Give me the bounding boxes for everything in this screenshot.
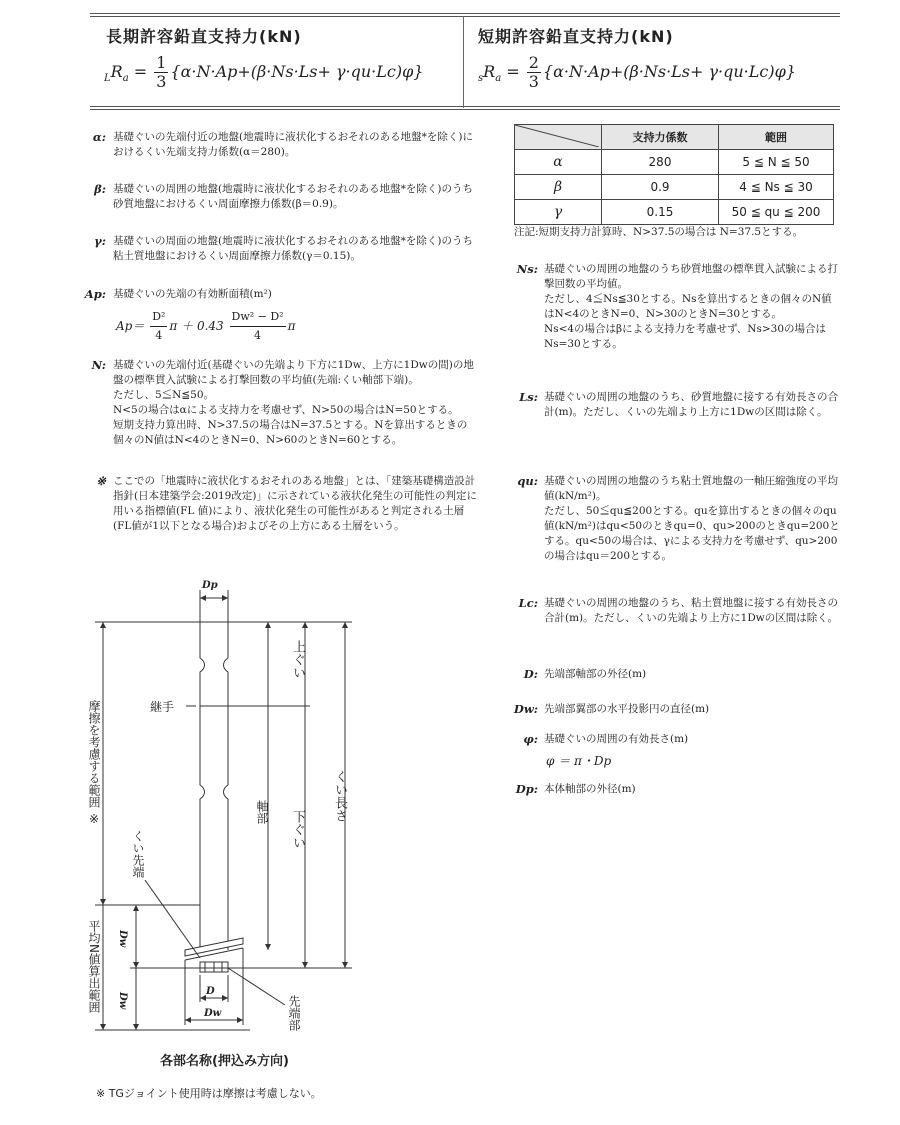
qu-symbol: qu: <box>517 474 538 488</box>
table-cell-range: 4 ≦ Ns ≦ 30 <box>719 175 834 200</box>
ap-frac1-num: D² <box>150 308 167 327</box>
ls-symbol: Ls: <box>519 390 538 404</box>
ap-frac2-den: 4 <box>254 329 262 342</box>
beta-symbol: β: <box>94 182 106 196</box>
ap-frac2 <box>230 308 286 345</box>
frac-num: 1 <box>156 53 167 72</box>
ap-frac1 <box>150 308 167 345</box>
diagram-dw-label-bottom: Dw <box>204 1008 222 1019</box>
table-header-row <box>515 125 834 150</box>
diagram-avg-n-range-label: 平均N値算出範囲 <box>87 920 101 1013</box>
table-cell-symbol: β <box>515 175 602 200</box>
ap-definition: 基礎ぐいの先端の有効断面積(m²) <box>113 288 272 300</box>
qu-text-1: 基礎ぐいの周囲の地盤のうち粘土質地盤の一軸圧縮強度の平均値(kN/m²)。 <box>544 475 838 502</box>
table-cell-range: 5 ≦ N ≦ 50 <box>719 150 834 175</box>
formula-body: {α·N·Ap+(β·Ns·Ls+ γ·qu·Lc)φ} <box>170 62 424 81</box>
gamma-definition: 基礎ぐいの周面の地盤(地震時に液状化するおそれのある地盤*を除く)のうち粘土質地盤におけるくい周面摩擦力係数(γ＝0.15)。 <box>113 235 473 262</box>
table-header-range: 範囲 <box>719 125 834 150</box>
diagram-footnote: ※ TGジョイント使用時は摩擦は考慮しない。 <box>96 1087 322 1100</box>
header-top-rule-2 <box>90 16 840 17</box>
corner-diagonal <box>515 125 599 147</box>
header-bottom-rule <box>90 106 840 107</box>
d-definition: 先端部軸部の外径(m) <box>544 668 647 680</box>
qu-text-2: ただし、50≦qu≦200とする。quを算出するときの個々のqu値(kN/m²)はqu<50のときqu=0、qu>200のときqu=200とする。qu<50の場合は、γによる支持力を考慮せず、qu>200の場合はqu＝200とする。 <box>544 505 840 562</box>
n-definition <box>113 358 481 448</box>
ns-definition <box>544 262 840 352</box>
frac-den: 3 <box>528 72 539 91</box>
formula-fraction <box>154 54 168 91</box>
beta-definition: 基礎ぐいの周囲の地盤(地震時に液状化するおそれのある地盤*を除く)のうち砂質地盤におけるくい周面摩擦力係数(β＝0.9)。 <box>113 183 473 210</box>
liquefaction-note: ここでの「地震時に液状化するおそれのある地盤」とは、「建築基礎構造設計指針(日本建築学会:2019改定)」に示されている液状化発生の可能性の判定に用いる指標値(FL 値)により、液状化発生の可能性があると判定される土層(FL値が1以下となる場合)およびその上方にある土層をいう。 <box>113 475 477 532</box>
table-row <box>515 175 834 200</box>
diagram-d-label: D <box>206 986 215 997</box>
header-divider <box>463 16 464 108</box>
ls-definition: 基礎ぐいの周囲の地盤のうち、砂質地盤に接する有効長さの合計(m)。ただし、くいの先端より上方に1Dwの区間は除く。 <box>544 391 838 418</box>
formula-lhs-sub: a <box>122 73 129 84</box>
ap-formula <box>116 308 295 345</box>
dw-definition: 先端部翼部の水平投影円の直径(m) <box>544 703 710 715</box>
formula-lhs: R <box>110 62 123 81</box>
diagram-upper-pile-label: 上ぐい <box>290 640 305 679</box>
frac-num: 2 <box>528 53 539 72</box>
formula-lhs: R <box>483 62 496 81</box>
gamma-symbol: γ: <box>94 234 106 248</box>
short-term-formula: $_sR_a$ = $\frac{2}{3}$ {α·N·Ap+(β·Ns·Ls+ γ·qu·Lc)φ} <box>478 53 796 91</box>
alpha-symbol: α: <box>92 130 106 144</box>
n-text-3: N<5の場合はαによる支持力を考慮せず、N>50の場合はN=50とする。 <box>113 404 459 416</box>
diagram-caption: 各部名称(押込み方向) <box>160 1054 289 1069</box>
n-text-1: 基礎ぐいの先端付近(基礎ぐいの先端より下方に1Dw、上方に1Dwの間)の地盤の標準貫入試験による打撃回数の平均値(先端:くい軸部下端)。 <box>113 359 474 386</box>
coefficient-table <box>514 124 834 225</box>
ns-text-2: ただし、4≦Ns≦30とする。Nsを算出するときの個々のN値はN<4のときN=0、N>30のときN=30とする。 <box>544 293 832 320</box>
diagram-joint-label: 継手 <box>150 700 175 714</box>
phi-symbol: φ: <box>523 732 538 746</box>
note-mark: ※ <box>96 474 106 488</box>
formula-fraction <box>527 54 541 91</box>
diagram-lower-pile-label: 下ぐい <box>290 810 305 849</box>
table-cell-symbol: α <box>515 150 602 175</box>
phi-formula: φ ＝ π・Dp <box>546 754 612 768</box>
table-cell-coef: 280 <box>602 150 719 175</box>
diagram-pile-tip-label: くい先端 <box>131 830 145 878</box>
lc-symbol: Lc: <box>518 596 538 610</box>
phi-definition: 基礎ぐいの周囲の有効長さ(m) <box>544 733 689 745</box>
diagram-friction-range-label: 摩擦を考慮する範囲 ※ <box>87 700 101 826</box>
header-top-rule <box>90 13 840 14</box>
diagram-dp-label: Dp <box>202 580 218 591</box>
ns-text-1: 基礎ぐいの周囲の地盤のうち砂質地盤の標準貫入試験による打撃回数の平均値。 <box>544 263 838 290</box>
formula-lhs-sub: a <box>495 73 502 84</box>
diagram-dw-label-lower: Dw <box>117 992 128 1010</box>
table-cell-coef: 0.9 <box>602 175 719 200</box>
ap-formula-mid: π ＋ 0.43 <box>169 319 224 333</box>
ap-symbol: Ap: <box>84 287 106 301</box>
table-note: 注記:短期支持力計算時、N>37.5の場合は N=37.5とする。 <box>514 226 804 238</box>
dw-symbol: Dw: <box>513 702 538 716</box>
alpha-definition: 基礎ぐいの先端付近の地盤(地震時に液状化するおそれのある地盤*を除く)におけるくい先端支持力係数(α＝280)。 <box>113 131 473 158</box>
ap-formula-lhs: Ap＝ <box>116 319 145 333</box>
diagram-tip-part-label: 先端部 <box>287 995 301 1031</box>
ns-symbol: Ns: <box>516 262 538 276</box>
dp-definition: 本体軸部の外径(m) <box>544 783 636 795</box>
table-corner-cell <box>515 125 602 150</box>
d-symbol: D: <box>523 667 538 681</box>
table-row <box>515 200 834 225</box>
frac-den: 3 <box>156 72 167 91</box>
table-row <box>515 150 834 175</box>
formula-body: {α·N·Ap+(β·Ns·Ls+ γ·qu·Lc)φ} <box>542 62 796 81</box>
qu-definition <box>544 474 840 564</box>
diagram-dw-label-upper: Dw <box>117 930 128 948</box>
formula-prefix: s <box>478 73 484 84</box>
n-text-2: ただし、5≦N≦50。 <box>113 389 215 401</box>
short-term-title: 短期許容鉛直支持力(kN) <box>478 27 674 46</box>
header-bottom-rule-2 <box>90 109 840 110</box>
ns-text-3: Ns<4の場合はβによる支持力を考慮せず、Ns>30の場合はNs=30とする。 <box>544 323 827 350</box>
n-symbol: N: <box>91 358 106 372</box>
ap-frac1-den: 4 <box>155 329 163 342</box>
ap-formula-end: π <box>287 319 296 333</box>
pile-diagram <box>0 570 470 1050</box>
ap-frac2-num: Dw² − D² <box>230 308 286 327</box>
dp-symbol: Dp: <box>515 782 538 796</box>
table-header-coef: 支持力係数 <box>602 125 719 150</box>
table-cell-symbol: γ <box>515 200 602 225</box>
long-term-formula: $_LR_a$ = $\frac{1}{3}$ {α·N·Ap+(β·Ns·Ls+ γ·qu·Lc)φ} <box>104 53 424 91</box>
n-text-4: 短期支持力算出時、N>37.5の場合はN=37.5とする。Nを算出するときの個々のN値はN<4のときN=0、N>60のときN=60とする。 <box>113 419 468 446</box>
lc-definition: 基礎ぐいの周囲の地盤のうち、粘土質地盤に接する有効長さの合計(m)。ただし、くいの先端より上方に1Dwの区間は除く。 <box>544 597 839 624</box>
formula-prefix: L <box>104 73 111 84</box>
table-cell-coef: 0.15 <box>602 200 719 225</box>
diagram-shaft-label: 軸部 <box>255 800 269 824</box>
long-term-title: 長期許容鉛直支持力(kN) <box>106 27 302 46</box>
diagram-pile-length-label: くい長さ <box>332 770 347 822</box>
table-cell-range: 50 ≦ qu ≦ 200 <box>719 200 834 225</box>
